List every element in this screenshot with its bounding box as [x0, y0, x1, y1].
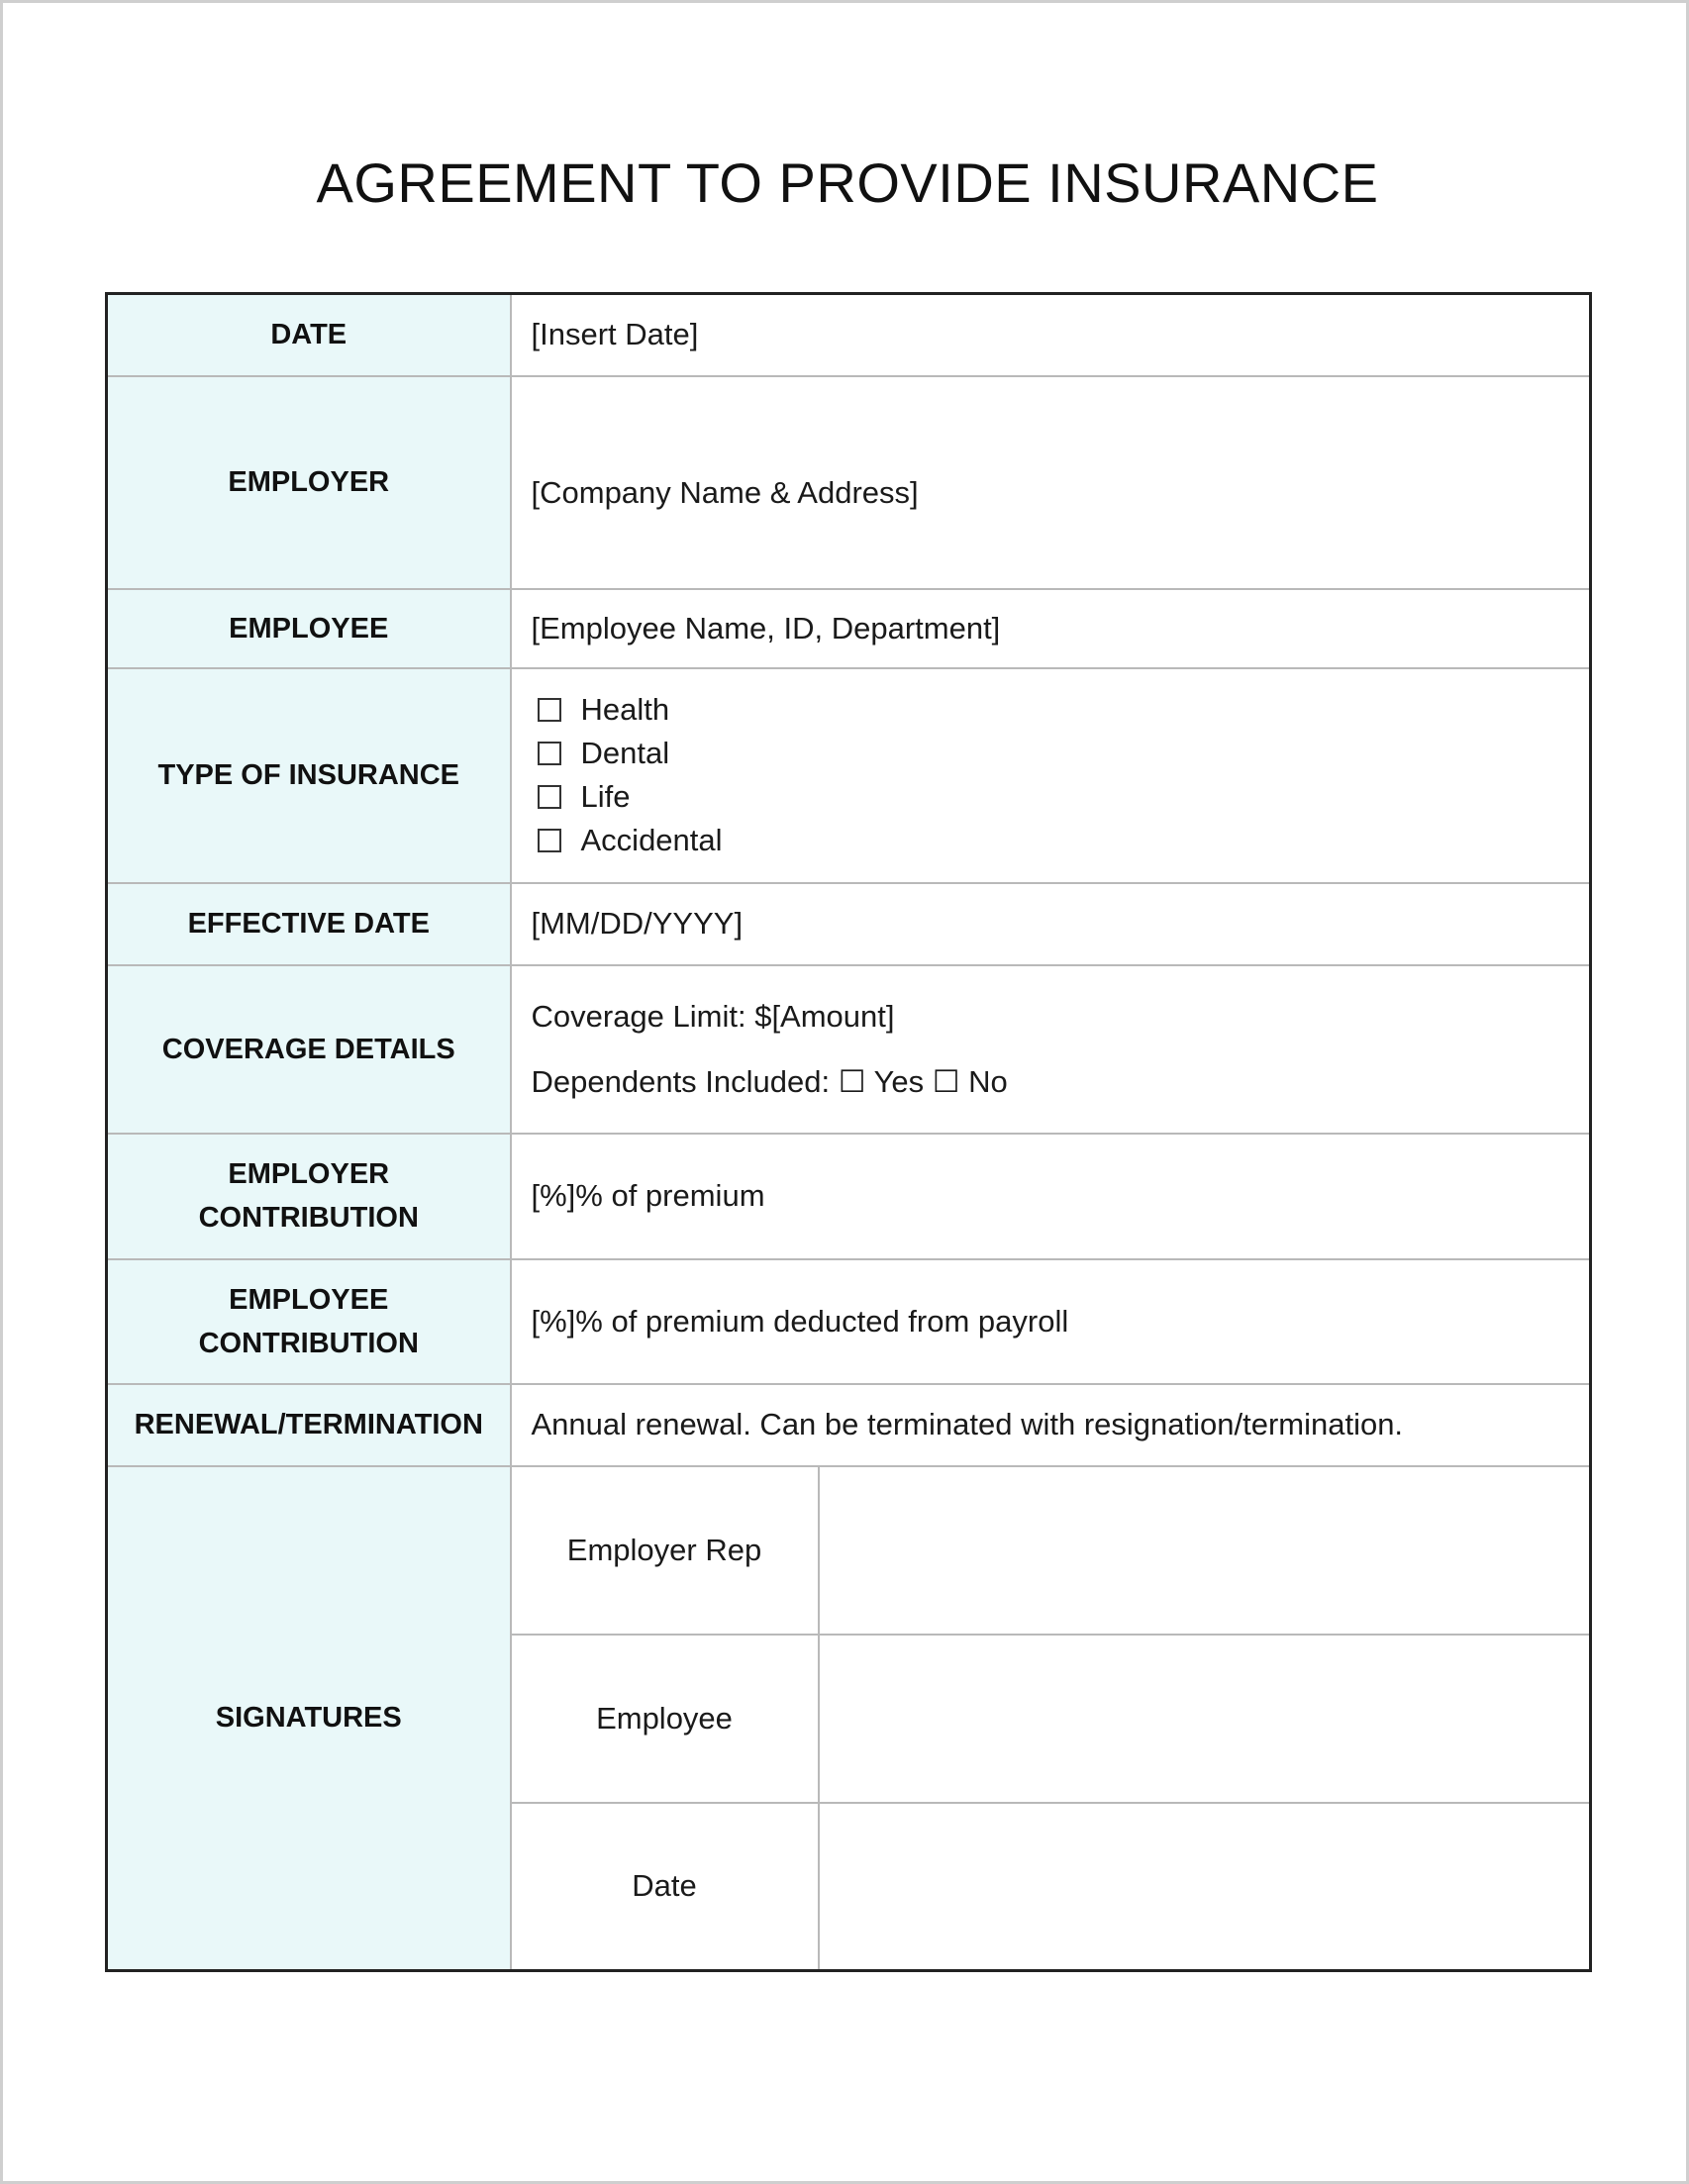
label-employer: EMPLOYER [107, 376, 511, 589]
label-date: DATE [107, 294, 511, 376]
employee-field[interactable]: [Employee Name, ID, Department] [511, 589, 1591, 668]
row-employer-contribution [107, 1134, 1591, 1259]
signature-label-date: Date [511, 1803, 819, 1971]
signature-field-date[interactable] [819, 1803, 1591, 1971]
insurance-option-accidental[interactable] [532, 819, 1590, 862]
checkbox-icon[interactable] [538, 829, 561, 852]
signature-field-employee[interactable] [819, 1635, 1591, 1803]
option-label: Dental [580, 736, 670, 770]
page-title: AGREEMENT TO PROVIDE INSURANCE [316, 150, 1379, 214]
employee-contribution-field[interactable]: [%]% of premium deducted from payroll [511, 1259, 1591, 1384]
checkbox-icon[interactable] [538, 698, 561, 722]
label-line: CONTRIBUTION [198, 1202, 419, 1234]
label-employee: EMPLOYEE [107, 589, 511, 668]
insurance-option-health[interactable] [532, 688, 1590, 732]
row-effective-date [107, 883, 1591, 965]
signature-field-employer-rep[interactable] [819, 1466, 1591, 1635]
checkbox-icon[interactable] [538, 742, 561, 765]
employer-contribution-field[interactable]: [%]% of premium [511, 1134, 1591, 1259]
insurance-option-dental[interactable] [532, 732, 1590, 775]
row-renewal-termination [107, 1384, 1591, 1466]
label-employer-contribution [107, 1134, 511, 1259]
renewal-termination-field[interactable]: Annual renewal. Can be terminated with resignation/termination. [511, 1384, 1591, 1466]
row-coverage-details [107, 965, 1591, 1134]
row-employer [107, 376, 1591, 589]
dependents-included-text[interactable]: Dependents Included: ☐ Yes ☐ No [531, 1063, 1008, 1099]
label-effective-date: EFFECTIVE DATE [107, 883, 511, 965]
coverage-details-field [511, 965, 1591, 1134]
signature-label-employee: Employee [511, 1635, 819, 1803]
coverage-limit-text[interactable]: Coverage Limit: $[Amount] [531, 998, 895, 1034]
row-date [107, 294, 1591, 376]
row-employee [107, 589, 1591, 668]
insurance-type-options [511, 668, 1591, 883]
signature-label-employer-rep: Employer Rep [511, 1466, 819, 1635]
option-label: Health [580, 692, 670, 727]
option-label: Accidental [580, 823, 723, 857]
date-field[interactable]: [Insert Date] [511, 294, 1591, 376]
insurance-option-life[interactable] [532, 775, 1590, 819]
row-type-of-insurance [107, 668, 1591, 883]
label-employee-contribution [107, 1259, 511, 1384]
label-line: EMPLOYER [228, 1158, 390, 1190]
effective-date-field[interactable]: [MM/DD/YYYY] [511, 883, 1591, 965]
label-type-of-insurance: TYPE OF INSURANCE [107, 668, 511, 883]
insurance-agreement-form [105, 292, 1592, 1972]
label-signatures: SIGNATURES [107, 1466, 511, 1971]
label-line: EMPLOYEE [229, 1283, 389, 1316]
insurance-type-list [532, 688, 1590, 862]
checkbox-icon[interactable] [538, 785, 561, 809]
employer-field[interactable]: [Company Name & Address] [511, 376, 1591, 589]
label-line: CONTRIBUTION [198, 1327, 419, 1359]
row-signature-employer-rep [107, 1466, 1591, 1635]
label-renewal-termination: RENEWAL/TERMINATION [107, 1384, 511, 1466]
row-employee-contribution [107, 1259, 1591, 1384]
label-coverage-details: COVERAGE DETAILS [107, 965, 511, 1134]
option-label: Life [580, 779, 631, 814]
